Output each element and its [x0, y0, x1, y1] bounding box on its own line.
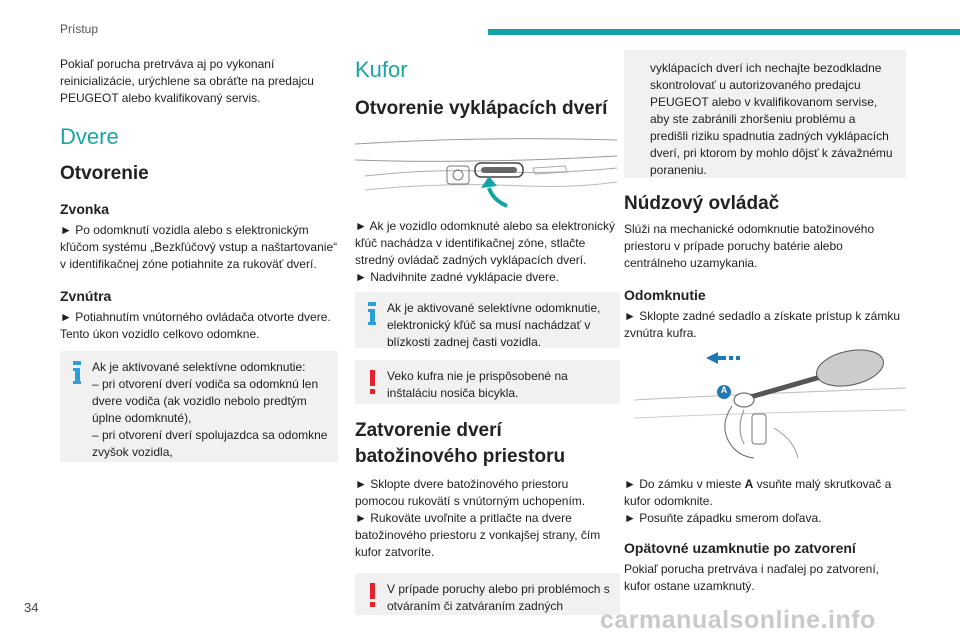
section-title-kufor: Kufor	[355, 57, 408, 82]
header-section-label: Prístup	[60, 22, 99, 36]
zvonka-text: ► Po odomknutí vozidla alebo s elektronickým kľúčom systému „Bezkľúčový vstup a naštartovanie“ v identifikačnej zóne potiahnite za rukoväť dverí.	[60, 223, 338, 271]
relock-text: Pokiaľ porucha pretrváva i naďalej po zatvorení, kufor ostane uzamknutý.	[624, 562, 880, 593]
subsection-title-zatvorenie: Zatvorenie dverí batožinového priestoru	[355, 420, 566, 467]
warning-note-continued	[624, 50, 906, 178]
subsection-title-nudzovy-ovladac: Núdzový ovládač	[624, 193, 780, 214]
unlock-steps-part1: ► Do zámku v mieste	[624, 477, 745, 491]
emergency-description: Slúži na mechanické odomknutie batožinového priestoru v prípade poruchy batérie alebo centrálneho uzamykania.	[624, 222, 875, 270]
zvnutra-text: ► Potiahnutím vnútorného ovládača otvorte dvere. Tento úkon vozidlo celkovo odomkne.	[60, 310, 331, 341]
watermark: carmanualsonline.info	[600, 606, 876, 634]
unlock-instructions: ► Sklopte zadné sedadlo a získate prístup k zámku zvnútra kufra.	[624, 309, 901, 340]
unlock-steps	[624, 476, 906, 527]
emergency-lock-illustration	[624, 348, 906, 466]
warning-note-malfunction	[355, 573, 620, 615]
figure-callout-a: A	[720, 385, 728, 395]
heading-odomknutie: Odomknutie	[624, 287, 706, 303]
tailgate-open-instructions: ► Ak je vozidlo odomknuté alebo sa elektronický kľúč nachádza v identifikačnej zóne, stlačte stredný ovládač zadných vyklápacích dverí. ► Nadvihnite zadné vyklápacie dvere.	[355, 219, 616, 284]
heading-zvonka: Zvonka	[60, 201, 110, 217]
column-3	[624, 50, 906, 595]
subsection-title-otvorenie-vyklapacich: Otvorenie vyklápacích dverí	[355, 98, 608, 119]
tailgate-close-instructions: ► Sklopte dvere batožinového priestoru pomocou rukovätí s vnútorným uchopením. ► Rukoväte uvoľnite a pritlačte na dvere batožinového priestoru z vonkajšej strany, čím kufor zatvoríte.	[355, 477, 601, 559]
subsection-title-otvorenie: Otvorenie	[60, 163, 149, 184]
emergency-lock-drawing	[624, 348, 906, 466]
warning-note-bike-carrier	[355, 360, 620, 404]
heading-opatovne-uzamknutie: Opätovné uzamknutie po zatvorení	[624, 540, 856, 556]
warning-note-text: V prípade poruchy alebo pri problémoch s otváraním či zatváraním zadných	[387, 582, 610, 613]
unlock-steps-part2: vsuňte malý skrutkovač a kufor odomknite. ► Posuňte západku smerom doľava.	[624, 477, 892, 525]
section-title-dvere: Dvere	[60, 124, 119, 149]
tailgate-handle-drawing	[355, 130, 620, 210]
info-note-text: Ak je aktivované selektívne odomknutie, elektronický kľúč sa musí nachádzať v blízkosti zadnej časti vozidla.	[387, 301, 601, 349]
intro-paragraph: Pokiaľ porucha pretrváva aj po vykonaní reinicializácie, urýchlene sa obráťte na predajcu PEUGEOT alebo kvalifikovaný servis.	[60, 57, 314, 105]
warning-icon	[367, 370, 377, 394]
info-note-selective-unlock	[60, 351, 338, 462]
info-icon	[367, 302, 377, 326]
warning-continued-text: vyklápacích dverí ich nechajte bezodkladne skontrolovať u autorizovaného predajcu PEUGEOT alebo v kvalifikovanom servise, aby ste zabránili zhoršeniu problému a predišli riziku spadnutia zadných vyklápacích dverí, pri ktorom by mohlo dôjsť k závažnému poraneniu.	[650, 61, 893, 177]
info-icon	[72, 361, 82, 385]
unlock-steps-label-a: A	[744, 477, 754, 491]
tailgate-handle-illustration	[355, 130, 620, 210]
column-2	[355, 56, 620, 615]
warning-icon	[367, 583, 377, 607]
header-accent-bar	[488, 29, 960, 35]
warning-note-text: Veko kufra nie je prispôsobené na inštaláciu nosiča bicykla.	[387, 369, 568, 400]
column-1	[60, 56, 338, 462]
info-note-text: Ak je aktivované selektívne odomknutie: – pri otvorení dverí vodiča sa odomknú len dvere vodiča (ak vozidlo nebolo predtým úplne odomknuté), – pri otvorení dverí spolujazdca sa odomkne zvyšok vozidla,	[92, 360, 328, 459]
heading-zvnutra: Zvnútra	[60, 288, 112, 304]
info-note-selective-key	[355, 292, 620, 348]
page-number: 34	[24, 600, 39, 615]
